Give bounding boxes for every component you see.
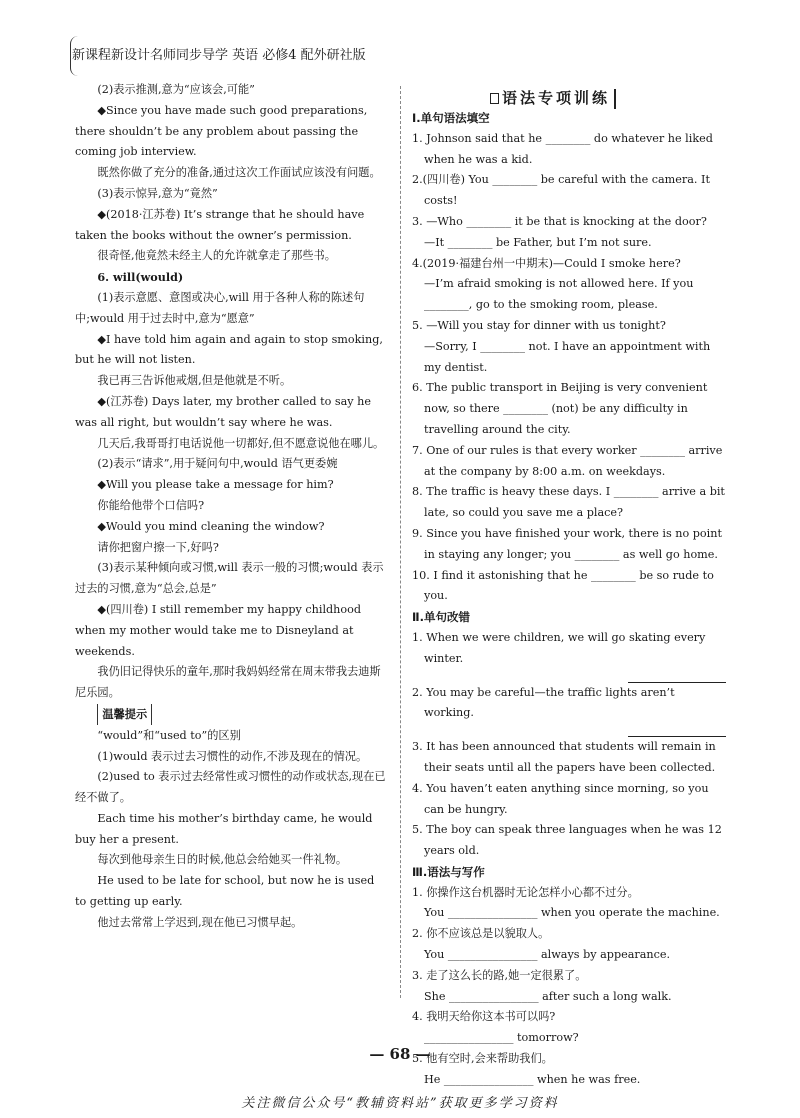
question-line: —It ________ be Father, but I’m not sure. [424, 235, 652, 249]
part-title: Ⅰ.单句语法填空 [412, 111, 490, 125]
translation: 我已再三告诉他戒烟,但是他就是不听。 [97, 374, 292, 388]
tip-line: “would”和“used to”的区别 [97, 728, 241, 742]
answer-line[interactable] [628, 724, 726, 737]
translation: 几天后,我哥哥打电话说他一切都好,但不愿意说他在哪儿。 [97, 436, 385, 450]
question: 2. You may be careful—the traffic lights aren’t working. [412, 685, 675, 720]
translation: 很奇怪,他竟然未经主人的允许就拿走了那些书。 [97, 249, 336, 263]
question-cn: 3. 走了这么长的路,她一定很累了。 [412, 968, 587, 982]
answer-line[interactable] [628, 670, 726, 683]
part-title: Ⅱ.单句改错 [412, 610, 470, 625]
question: 9. Since you have finished your work, there is no point in staying any longer; you ________ as well go home. [412, 526, 722, 561]
footer-note: 关注微信公众号“教辅资料站”获取更多学习资料 [241, 1096, 559, 1111]
question: 8. The traffic is heavy these days. I ________ arrive a bit late, so could you save me a place? [412, 485, 725, 520]
question-cn: 4. 我明天给你这本书可以吗? [412, 1010, 556, 1024]
translation: 既然你做了充分的准备,通过这次工作面试应该没有问题。 [97, 166, 381, 180]
page-number: — 68 — [369, 1045, 431, 1063]
example-sentence: ◆Would you mind cleaning the window? [97, 519, 325, 533]
question: 3. —Who ________ it be that is knocking at the door? [412, 214, 707, 228]
question-line: —Sorry, I ________ not. I have an appointment with my dentist. [424, 339, 711, 374]
tip-translation: 每次到他母亲生日的时候,他总会给她买一件礼物。 [97, 853, 348, 867]
question-cn: 2. 你不应该总是以貌取人。 [412, 927, 550, 941]
text-line: (1)表示意愿、意图或决心,will 用于各种人称的陈述句中;would 用于过去时中,意为“愿意” [75, 290, 365, 325]
text-line: (2)表示“请求”,用于疑问句中,would 语气更委婉 [97, 457, 338, 471]
question-en: You ________________ always by appearance. [424, 948, 671, 962]
translation: 请你把窗户擦一下,好吗? [97, 540, 219, 554]
part-title: Ⅲ.语法与写作 [412, 864, 485, 879]
question-en: He ________________ when he was free. [424, 1072, 641, 1086]
subheading: 6. will(would) [97, 270, 184, 285]
question: 3. It has been announced that students will remain in their seats until all the papers have been collected. [412, 740, 716, 774]
example-sentence: ◆I have told him again and again to stop smoking, but he will not listen. [75, 332, 383, 367]
example-sentence: ◆(四川卷) I still remember my happy childhood when my mother would take me to Disneyland at weekends. [75, 602, 362, 658]
section-square-icon [490, 93, 499, 104]
question: 7. One of our rules is that every worker ________ arrive at the company by 8:00 a.m. on weekdays. [412, 443, 723, 478]
column-divider [400, 86, 401, 998]
section-bar-icon [614, 89, 616, 109]
question-cn: 1. 你操作这台机器时无论怎样小心都不过分。 [412, 885, 639, 899]
left-column [75, 80, 388, 934]
section-title: 语法专项训练 [490, 87, 616, 109]
text-line: (3)表示某种倾向或习惯,will 表示一般的习惯;would 表示过去的习惯,意为“总会,总是” [75, 561, 384, 596]
example-sentence: ◆Since you have made such good preparations, there shouldn’t be any problem about passing the coming job interview. [75, 103, 368, 159]
question: 4.(2019·福建台州一中期末)—Could I smoke here? [412, 256, 681, 270]
text-line: (2)表示推测,意为“应该会,可能” [97, 83, 255, 96]
running-header: 新课程新设计名师同步导学 英语 必修4 配外研社版 [72, 48, 366, 63]
example-sentence: ◆(江苏卷) Days later, my brother called to say he was all right, but wouldn’t say where he was. [75, 394, 371, 429]
translation: 你能给他带个口信吗? [97, 498, 205, 512]
question: 6. The public transport in Beijing is very convenient now, so there ________ (not) be any difficulty in travelling around the city. [412, 381, 708, 436]
right-column [412, 108, 726, 1091]
question-line: —I’m afraid smoking is not allowed here. If you ________, go to the smoking room, please. [424, 277, 694, 312]
question: 1. When we were children, we will go skating every winter. [412, 630, 706, 665]
question-en: ________________ tomorrow? [424, 1031, 579, 1045]
translation: 我仍旧记得快乐的童年,那时我妈妈经常在周末带我去迪斯尼乐园。 [75, 665, 381, 700]
question: 4. You haven’t eaten anything since morning, so you can be hungry. [412, 781, 709, 816]
tip-example: Each time his mother’s birthday came, he would buy her a present. [75, 811, 373, 846]
example-sentence: ◆(2018·江苏卷) It’s strange that he should have taken the books without the owner’s permission. [75, 207, 365, 242]
tip-example: He used to be late for school, but now he is used to getting up early. [75, 874, 375, 909]
question: 2.(四川卷) You ________ be careful with the camera. It costs! [412, 173, 710, 208]
question: 10. I find it astonishing that he ________ be so rude to you. [412, 568, 714, 603]
example-sentence: ◆Will you please take a message for him? [97, 478, 334, 492]
text-line: (3)表示惊异,意为“竟然” [97, 186, 218, 200]
tip-title: 温馨提示 [97, 704, 152, 725]
tip-box-title-row [75, 704, 388, 726]
question: 5. —Will you stay for dinner with us tonight? [412, 318, 666, 332]
question-en: She ________________ after such a long walk. [424, 989, 672, 1003]
question-en: You ________________ when you operate the machine. [424, 906, 720, 920]
tip-line: (2)used to 表示过去经常性或习惯性的动作或状态,现在已经不做了。 [75, 770, 386, 805]
question: 5. The boy can speak three languages when he was 12 years old. [412, 823, 722, 858]
question-cn: 5. 他有空时,会来帮助我们。 [412, 1052, 553, 1066]
question: 1. Johnson said that he ________ do whatever he liked when he was a kid. [412, 131, 713, 166]
tip-translation: 他过去常常上学迟到,现在他已习惯早起。 [97, 915, 303, 929]
tip-line: (1)would 表示过去习惯性的动作,不涉及现在的情况。 [97, 749, 368, 763]
